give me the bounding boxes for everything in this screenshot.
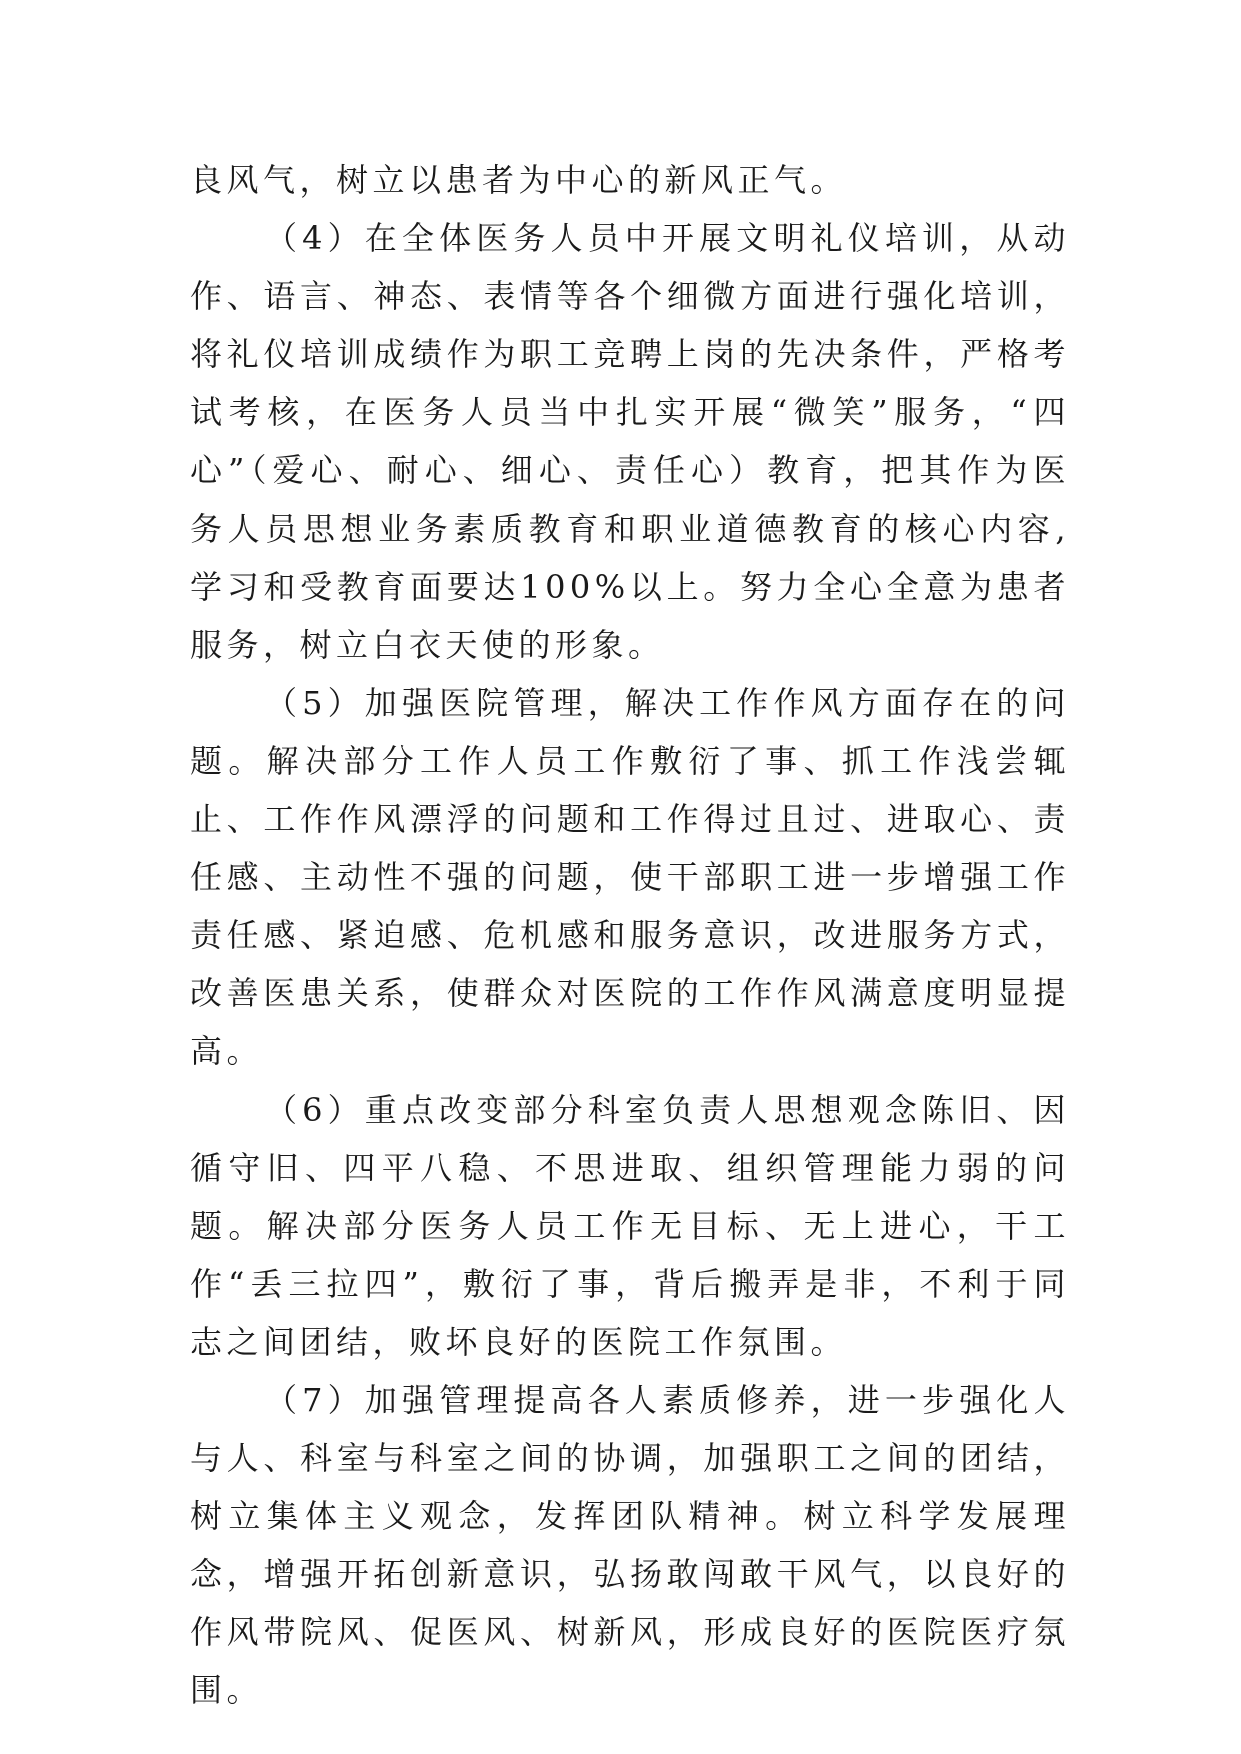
paragraph-item-4: （4）在全体医务人员中开展文明礼仪培训，从动作、语言、神态、表情等各个细微方面进行强化培训，将礼仪培训成绩作为职工竞聘上岗的先决条件，严格考试考核，在医务人员当中扎实开展“微笑”服务，“四心”（爱心、耐心、细心、责任心）教育，把其作为医务人员思想业务素质教育和职业道德教育的核心内容,学习和受教育面要达100%以上。努力全心全意为患者服务，树立白衣天使的形象。 <box>190 219 1070 664</box>
paragraph-item-7: （7）加强管理提高各人素质修养，进一步强化人与人、科室与科室之间的协调，加强职工之间的团结，树立集体主义观念，发挥团队精神。树立科学发展理念，增强开拓创新意识，弘扬敢闯敢干风气，以良好的作风带院风、促医风、树新风，形成良好的医院医疗氛围。 <box>190 1380 1070 1710</box>
paragraph-item-6: （6）重点改变部分科室负责人思想观念陈旧、因循守旧、四平八稳、不思进取、组织管理能力弱的问题。解决部分医务人员工作无目标、无上进心，干工作“丢三拉四”，敷衍了事，背后搬弄是非，不利于同志之间团结，败坏良好的医院工作氛围。 <box>190 1090 1070 1361</box>
paragraph-continuation: 良风气，树立以患者为中心的新风正气。 <box>190 161 848 199</box>
document-body <box>190 151 1070 1720</box>
paragraph-item-5: （5）加强医院管理，解决工作作风方面存在的问题。解决部分工作人员工作敷衍了事、抓工作浅尝辄止、工作作风漂浮的问题和工作得过且过、进取心、责任感、主动性不强的问题，使干部职工进一步增强工作责任感、紧迫感、危机感和服务意识，改进服务方式，改善医患关系，使群众对医院的工作作风满意度明显提高。 <box>190 683 1070 1071</box>
